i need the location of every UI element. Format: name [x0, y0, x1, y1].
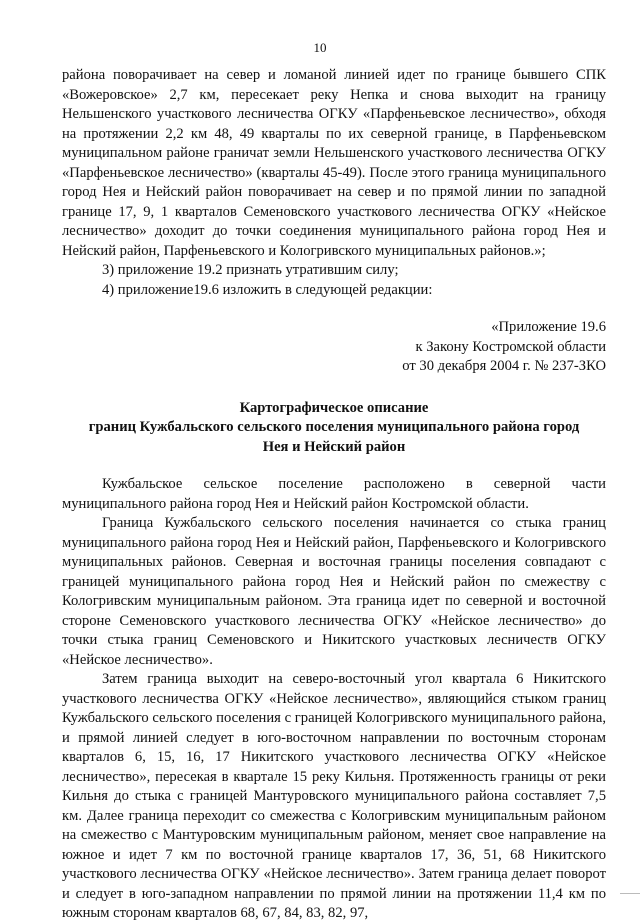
list-item-3: 3) приложение 19.2 признать утратившим силу;	[102, 262, 399, 278]
page-edge-mark	[620, 893, 640, 902]
body-paragraph: Граница Кужбальского сельского поселения начинается со стыка границ муниципального района город Нея и Нейский район, Парфеньевского и Кологривского муниципальных районов. Северная и восточная границы поселения совпадают с границей муниципального района город Нея и Нейский район по смежеству с Кологривским муниципальным районом. Эта граница идет по северной и восточной стороне Семеновского участкового лесничества ОГКУ «Нейское лесничество» до точки стыка границ Семеновского и Никитского участковых лесничеств ОГКУ «Нейское лесничество».	[62, 515, 606, 668]
body-paragraph: Затем граница выходит на северо-восточный угол квартала 6 Никитского участкового лесничества ОГКУ «Нейское лесничество», являющийся стыком границ Кужбальского сельского поселения с границей Кологривского муниципального района, и прямой линией следует в юго-восточном направлении по восточным сторонам кварталов 6, 15, 16, 17 Никитского участкового лесничества ОГКУ «Нейское лесничество», пересекая в квартале 15 реку Кильня. Протяженность границы от реки Кильня до стыка с границей Мантуровского муниципального района составляет 7,5 км. Далее граница переходит со смежества с Кологривским муниципальным районом на смежество с Мантуровским муниципальным районом, меняет свое направление на южное и идет 7 км по восточной границе кварталов 17, 36, 51, 68 Никитского участкового лесничества ОГКУ «Нейское лесничество». Затем граница делает поворот и следует в юго-западном направлении по прямой линии на протяжении 11,4 км по южным сторонам кварталов 68, 67, 84, 83, 82, 97,	[62, 671, 606, 921]
appendix-line-2: к Закону Костромской области	[415, 338, 606, 355]
section-title	[62, 399, 606, 458]
page-number: 10	[313, 40, 327, 55]
title-line-2: границ Кужбальского сельского поселения муниципального района город	[88, 419, 580, 435]
title-line-3: Нея и Нейский район	[262, 438, 406, 455]
appendix-line-3: от 30 декабря 2004 г. № 237-ЗКО	[402, 358, 606, 374]
appendix-line-1: «Приложение 19.6	[491, 319, 606, 335]
body-paragraph: Кужбальское сельское поселение расположено в северной части муниципального района город Нея и Нейский район Костромской области.	[62, 476, 606, 512]
document-body	[62, 66, 606, 924]
list-item-4: 4) приложение19.6 изложить в следующей редакции:	[102, 281, 433, 298]
title-line-1: Картографическое описание	[239, 399, 429, 416]
intro-paragraph: района поворачивает на север и ломаной линией идет по границе бывшего СПК «Вожеровское» 2,7 км, пересекает реку Непка и снова выходит на границу Нельшенского участкового лесничества ОГКУ «Парфеньевское лесничество», обходя на протяжении 2,2 км 48, 49 кварталы по их северной границе, в Парфеньевском муниципальном районе граничат земли Нельшенского участкового лесничества ОГКУ «Парфеньевское лесничество» (кварталы 45-49). После этого граница муниципального город Нея и Нейский район поворачивает на север и по прямой линии по западной границе 17, 9, 1 кварталов Семеновского участкового лесничества ОГКУ «Нейское лесничество» доходит до точки соединения муниципального района город Нея и Нейский район, Парфеньевского и Кологривского муниципальных районов.»;	[62, 67, 606, 259]
